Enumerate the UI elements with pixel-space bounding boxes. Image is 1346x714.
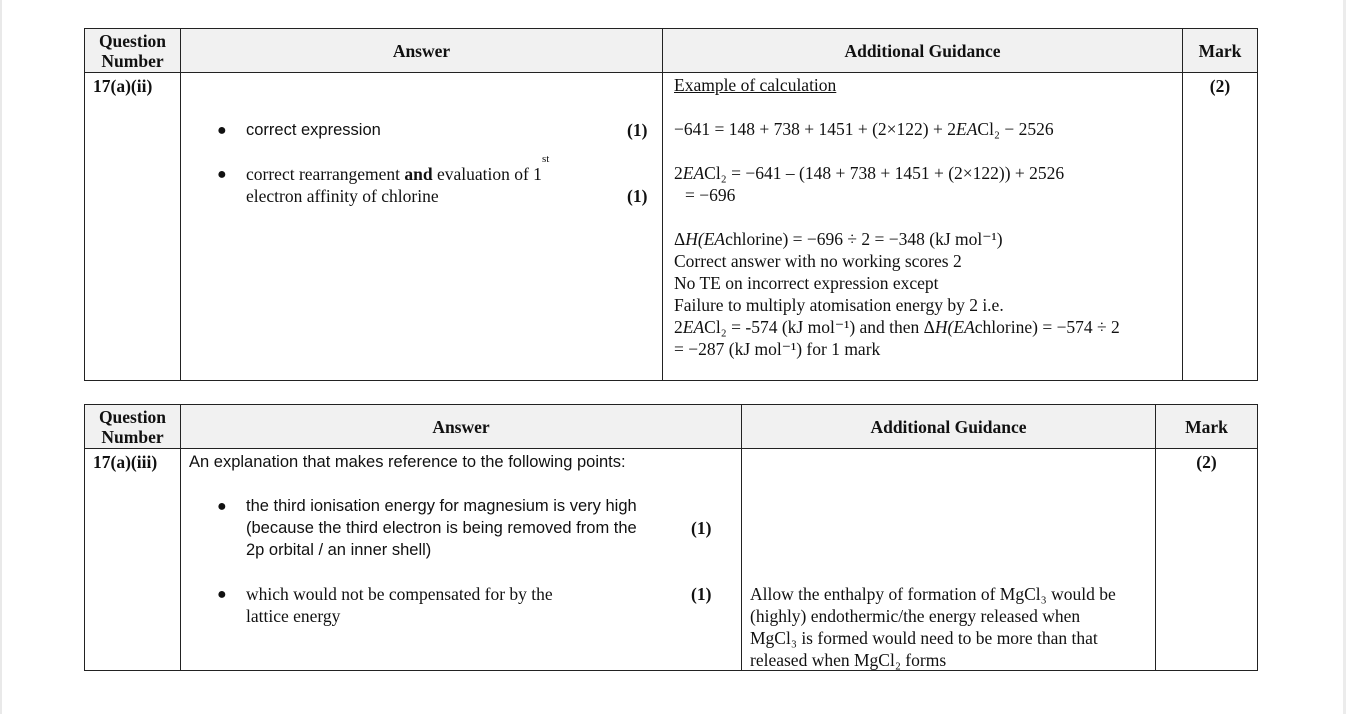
guidance-heading: Example of calculation [674, 75, 837, 95]
mark-scheme-table-17a-ii [84, 28, 1258, 381]
guidance-line2-pre: 2 [674, 163, 683, 183]
guidance-line4-post: chlorine) = −696 ÷ 2 = −348 (kJ mol⁻¹) [725, 229, 1003, 249]
guidance-line4: released when MgCl₂ forms [750, 650, 947, 670]
guidance-line1: Allow the enthalpy of formation of MgCl₃ would be [750, 584, 1116, 604]
answer-intro: An explanation that makes reference to the following points: [189, 453, 626, 471]
guidance-line2: (highly) endothermic/the energy released when [750, 606, 1081, 626]
answer-point-2-line1: which would not be compensated for by the [246, 584, 553, 604]
guidance-line1-pre: −641 = 148 + 738 + 1451 + (2×122) + 2 [674, 119, 956, 139]
answer-point-1-line3: 2p orbital / an inner shell) [246, 541, 432, 559]
header-question-number: Question Number [85, 405, 181, 449]
header-mark: Mark [1183, 29, 1258, 73]
guidance-cell [663, 73, 1183, 381]
guidance-line1-italic: EA [956, 119, 978, 139]
bullet: ● [217, 166, 227, 183]
answer-point-1-mark: (1) [691, 518, 712, 538]
header-answer: Answer [181, 29, 663, 73]
guidance-line4-italic: H(EA [685, 229, 726, 249]
guidance-line2-italic: EA [682, 163, 705, 183]
guidance-line8-post: chlorine) = −574 ÷ 2 [974, 317, 1120, 337]
answer-point-1: correct expression [246, 121, 381, 139]
question-number-cell: 17(a)(ii) [85, 73, 181, 381]
guidance-line8-mid: Cl₂ = -574 (kJ mol⁻¹) and then Δ [704, 317, 935, 337]
bullet: ● [217, 122, 227, 139]
answer-cell [181, 73, 663, 381]
bullet: ● [217, 498, 227, 515]
answer-point-2-bold: and [404, 164, 433, 184]
guidance-line8-pre: 2 [674, 317, 683, 337]
guidance-line-result: = −696 [685, 185, 736, 205]
guidance-line2-post: Cl₂ = −641 – (148 + 738 + 1451 + (2×122)) + 2526 [704, 163, 1065, 183]
guidance-line-failure: Failure to multiply atomisation energy by 2 i.e. [674, 295, 1004, 315]
answer-point-1 [246, 495, 637, 561]
guidance-cell [742, 449, 1156, 671]
header-question-number: Question Number [85, 29, 181, 73]
guidance-line8-italic2: H(EA [934, 317, 975, 337]
guidance-line1-post: Cl₂ − 2526 [977, 119, 1054, 139]
answer-point-1-mark: (1) [627, 120, 648, 140]
answer-point-2 [246, 583, 553, 627]
guidance-line-rearrangement [674, 162, 1064, 184]
header-additional-guidance: Additional Guidance [663, 29, 1183, 73]
guidance-line-no-te: No TE on incorrect expression except [674, 273, 939, 293]
guidance-line-alt-calc [674, 316, 1120, 338]
header-answer: Answer [181, 405, 742, 449]
answer-point-2-sup: st [541, 153, 550, 165]
guidance-line-delta-h [674, 228, 1003, 250]
answer-point-2-line2: electron affinity of chlorine [246, 186, 439, 206]
answer-point-2 [246, 153, 550, 207]
mark-scheme-table-17a-iii [84, 404, 1258, 671]
answer-point-2-mark: (1) [691, 584, 712, 604]
mark-cell: (2) [1183, 73, 1258, 381]
answer-point-2-text-a: correct rearrangement [246, 164, 405, 184]
guidance-line-one-mark: = −287 (kJ mol⁻¹) for 1 mark [674, 339, 881, 359]
mark-cell: (2) [1156, 449, 1258, 671]
answer-point-1-line2: (because the third electron is being removed from the [246, 519, 637, 537]
page-edge-left [0, 0, 2, 714]
answer-point-1-line1: the third ionisation energy for magnesium is very high [246, 497, 637, 515]
guidance-line-expression [674, 118, 1054, 140]
guidance-line4-pre: Δ [674, 229, 686, 249]
bullet: ● [217, 586, 227, 603]
answer-cell [181, 449, 742, 671]
guidance-line-correct-answer: Correct answer with no working scores 2 [674, 251, 962, 271]
guidance-line8-italic: EA [682, 317, 705, 337]
guidance-text [750, 583, 1116, 671]
header-additional-guidance: Additional Guidance [742, 405, 1156, 449]
answer-point-2-text-b: evaluation of 1 [432, 164, 542, 184]
answer-point-2-mark: (1) [627, 186, 648, 206]
guidance-line3: MgCl₃ is formed would need to be more than that [750, 628, 1098, 648]
question-number-cell: 17(a)(iii) [85, 449, 181, 671]
answer-point-2-line2: lattice energy [246, 606, 341, 626]
header-mark: Mark [1156, 405, 1258, 449]
